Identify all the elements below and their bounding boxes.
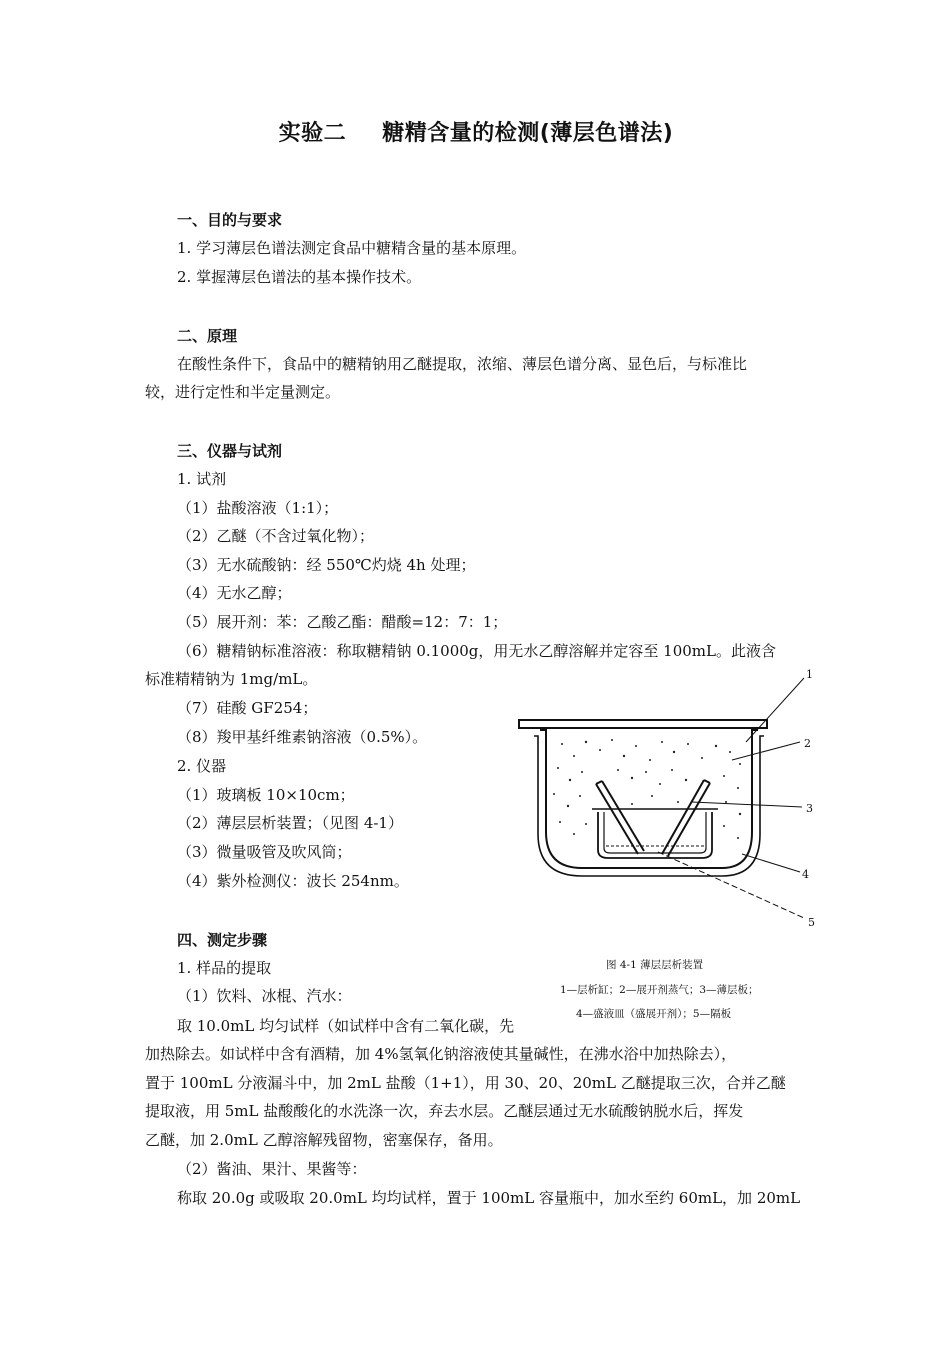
figure-label: 5 bbox=[808, 916, 815, 929]
tank-lid bbox=[519, 720, 767, 728]
figure-caption-line: 1—层析缸；2—展开剂蒸气；3—薄层板； bbox=[560, 984, 759, 996]
instrument-item: （4）紫外检测仪：波长 254nm。 bbox=[177, 872, 409, 890]
reagent-item: （6）糖精钠标准溶液：称取糖精钠 0.1000g，用无水乙醇溶解并定容至 100mL。此液含 bbox=[177, 642, 776, 660]
principle-text: 在酸性条件下，食品中的糖精钠用乙醚提取，浓缩、薄层色谱分离、显色后，与标准比 bbox=[177, 355, 748, 373]
figure-label: 1 bbox=[806, 668, 813, 681]
reagent-item: （7）硅酸 GF254； bbox=[177, 699, 318, 717]
solvent-dish bbox=[598, 812, 712, 858]
procedure-line: （2）酱油、果汁、果酱等： bbox=[177, 1160, 367, 1178]
reagent-item: （2）乙醚（不含过氧化物）； bbox=[177, 527, 375, 545]
procedure-line: （1）饮料、冰棍、汽水： bbox=[177, 987, 352, 1005]
objective-item: 2. 掌握薄层色谱法的基本操作技术。 bbox=[177, 268, 422, 286]
reagent-item: （8）羧甲基纤维素钠溶液（0.5%）。 bbox=[177, 728, 428, 746]
procedure-line: 乙醚，加 2.0mL 乙醇溶解残留物，密塞保存，备用。 bbox=[145, 1131, 503, 1149]
instruments-title: 2. 仪器 bbox=[177, 757, 227, 775]
procedure-line: 提取液，用 5mL 盐酸酸化的水洗涤一次，弃去水层。乙醚层通过无水硫酸钠脱水后，挥发 bbox=[145, 1102, 744, 1120]
chromatography-tank bbox=[540, 730, 758, 868]
figure-label: 4 bbox=[802, 868, 809, 881]
figure-caption-title: 图 4-1 薄层层析装置 bbox=[606, 959, 704, 971]
section-heading-objectives: 一、目的与要求 bbox=[177, 211, 283, 229]
reagent-item: 标准精精钠为 1mg/mL。 bbox=[145, 670, 318, 688]
solvent-vapor-dots bbox=[553, 739, 741, 839]
title-experiment-name: 糖精含量的检测(薄层色谱法) bbox=[382, 121, 674, 146]
reagent-item: （1）盐酸溶液（1:1）； bbox=[177, 499, 339, 517]
section-heading-principle: 二、原理 bbox=[177, 327, 238, 345]
figure-caption-line: 4—盛液皿（盛展开剂）；5—隔板 bbox=[576, 1008, 732, 1020]
figure-label: 3 bbox=[806, 802, 813, 815]
principle-text: 较，进行定性和半定量测定。 bbox=[145, 383, 341, 401]
figure-label: 2 bbox=[804, 737, 811, 750]
instrument-item: （1）玻璃板 10×10cm； bbox=[177, 786, 355, 804]
instrument-item: （3）微量吸管及吹风筒； bbox=[177, 843, 352, 861]
reagent-item: （4）无水乙醇； bbox=[177, 584, 292, 602]
instrument-item: （2）薄层层析装置；（见图 4-1） bbox=[177, 814, 403, 832]
thin-layer-plate bbox=[596, 781, 644, 854]
tlc-apparatus-figure bbox=[512, 664, 822, 934]
page-title bbox=[0, 116, 952, 147]
reagent-item: （5）展开剂：苯：乙酸乙酯：醋酸=12：7：1； bbox=[177, 613, 508, 631]
section-heading-procedure: 四、测定步骤 bbox=[177, 931, 268, 949]
title-experiment-number: 实验二 bbox=[278, 121, 347, 146]
reagent-item: （3）无水硫酸钠：经 550℃灼烧 4h 处理； bbox=[177, 556, 476, 574]
section-heading-apparatus: 三、仪器与试剂 bbox=[177, 442, 283, 460]
procedure-line: 1. 样品的提取 bbox=[177, 959, 272, 977]
objective-item: 1. 学习薄层色谱法测定食品中糖精含量的基本原理。 bbox=[177, 239, 527, 257]
procedure-line: 取 10.0mL 均匀试样（如试样中含有二氧化碳，先 bbox=[177, 1017, 515, 1035]
procedure-line: 置于 100mL 分液漏斗中，加 2mL 盐酸（1+1），用 30、20、20mL 乙醚提取三次，合并乙醚 bbox=[145, 1074, 786, 1092]
divider-plate bbox=[662, 780, 710, 856]
reagents-title: 1. 试剂 bbox=[177, 470, 227, 488]
procedure-line: 加热除去。如试样中含有酒精，加 4%氢氧化钠溶液使其量碱性，在沸水浴中加热除去）， bbox=[145, 1045, 737, 1063]
procedure-line: 称取 20.0g 或吸取 20.0mL 均均试样，置于 100mL 容量瓶中，加水至约 60mL，加 20mL bbox=[177, 1189, 801, 1207]
